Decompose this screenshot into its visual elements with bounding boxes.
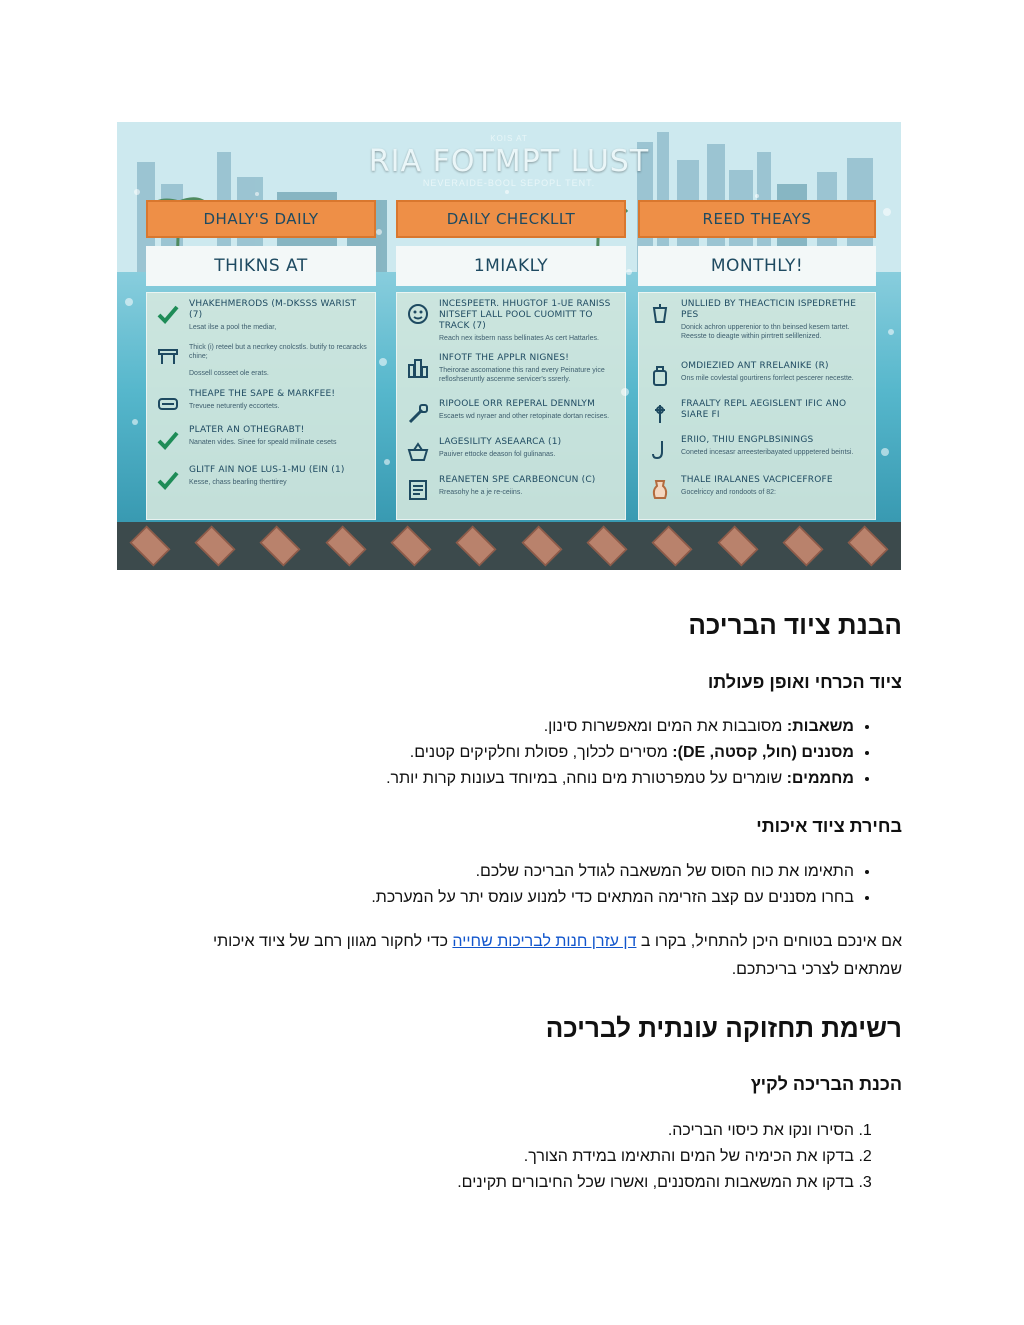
list-item — [386, 766, 854, 792]
item-note: Nanaten vides. Sinee for speald milinate cesets — [189, 439, 337, 446]
column-header: REED THEAYS — [638, 200, 876, 238]
list-item: • בחרו מסננים עם קצב הזרימה המתאים כדי למנוע עומס יתר על המערכת. — [371, 885, 854, 911]
column-items — [146, 292, 376, 520]
checklist-column-monthly — [638, 200, 876, 520]
subsection-heading: ציוד הכרחי ואופן פעולתו — [707, 672, 902, 692]
decorative-tile — [587, 526, 628, 567]
checklist-item — [405, 475, 617, 511]
section-heading: רשימת תחזוקה עונתית לבריכה — [545, 1013, 902, 1043]
item-note: Ons mile covlestal gourtirens forrlect pescerer necestte. — [681, 375, 854, 382]
item-title: THEAPE THE SAPE & MARKFEE! — [189, 389, 336, 399]
item-title: UNLLIED BY THEACTICIN ISPEDRETHE PES — [681, 299, 857, 320]
item-note: Theirorae ascomatione this rand every Peinature yice refloshseruntly ascenme servicer's ssrerly. — [439, 367, 605, 383]
item-note: Donick achron upperenior to thn beinsed kesem tartet. Reesste to dieagte within pirrtrett selillenized. — [681, 324, 850, 340]
checklist-column-weekly — [396, 200, 626, 520]
decorative-tile — [848, 526, 889, 567]
item-note: Gocelriccy and rondoots of 82: — [681, 489, 776, 496]
infographic-kicker: KOIS AT — [490, 134, 528, 143]
item-note: Coneted incesasr arreesteribayated upppetered beintsi. — [681, 449, 854, 456]
item-note: Kesse, chass bearling therttirey — [189, 479, 287, 486]
brush-icon — [405, 401, 431, 427]
equipment-list — [386, 714, 902, 792]
summer-prep-list — [457, 1118, 902, 1196]
checklist-item — [647, 435, 867, 475]
column-subheader: 1MIAKLY — [396, 246, 626, 286]
item-note: Dossell cosseet ole erats. — [189, 370, 269, 377]
decorative-tile — [456, 526, 497, 567]
item-title: THALE IRALANES VACPICEFROFE — [681, 475, 833, 485]
item-title: OMDIEZIED ANT RRELANIKE (R) — [681, 361, 829, 371]
vase-icon — [647, 477, 673, 503]
checkmark-icon — [155, 427, 181, 453]
basket-icon — [405, 439, 431, 465]
column-items — [638, 292, 876, 520]
decorative-tile — [260, 526, 301, 567]
tool-icon — [647, 401, 673, 427]
checklist-item — [405, 299, 617, 353]
decorative-tile-border — [117, 522, 901, 570]
item-title: GLITF AIN NOE LUS-1-MU (EIN (1) — [189, 465, 345, 475]
document-icon — [405, 477, 431, 503]
checklist-column-daily — [146, 200, 376, 520]
face-icon — [405, 301, 431, 327]
decorative-tile — [391, 526, 432, 567]
checklist-item — [647, 299, 867, 361]
bottle-icon — [647, 363, 673, 389]
checklist-item — [155, 299, 367, 341]
skyline-icon — [405, 355, 431, 381]
list-item: 3. בדקו את המשאבות והמסננים, ואשרו שכל החיבורים תקינים. — [457, 1170, 854, 1196]
item-note: Escaets wd nyraer and other retopinate dortan recises. — [439, 413, 610, 420]
decorative-tile — [521, 526, 562, 567]
item-title: INCESPEETR. HHUGTOF 1-UE RANISS NITSEFT LALL POOL CUOMITT TO TRACK (7) — [439, 299, 611, 331]
column-subheader: THIKNS AT — [146, 246, 376, 286]
item-note: Trevuee neturently eccortets. — [189, 403, 280, 410]
checklist-item — [405, 353, 617, 399]
store-link[interactable]: דן עזרן חנות לבריכות שחייה — [452, 933, 637, 950]
decorative-tile — [717, 526, 758, 567]
item-title: REANETEN SPE CARBEONCUN (C) — [439, 475, 596, 485]
checklist-item — [405, 437, 617, 475]
checklist-item — [155, 341, 367, 367]
list-item: 2. בדקו את הכימיה של המים והתאימו במידת הצורך. — [457, 1144, 854, 1170]
infographic-subtitle: NEVERAIDE-BOOL SEPOPL TENT. — [422, 178, 596, 188]
subsection-heading: בחירת ציוד איכותי — [756, 816, 902, 836]
checklist-item — [647, 475, 867, 511]
list-item — [386, 740, 854, 766]
column-subheader: MONTHLY! — [638, 246, 876, 286]
decorative-tile — [652, 526, 693, 567]
item-term: מחממים: — [786, 770, 854, 787]
item-term: משאבות: — [786, 718, 854, 735]
column-items — [396, 292, 626, 520]
item-title: ERIIO, THIU ENGPLBSININGS — [681, 435, 814, 445]
checklist-item — [405, 399, 617, 437]
item-note: Lesat ilse a pool the mediar, — [189, 324, 277, 331]
column-header: DAILY CHECKLLT — [396, 200, 626, 238]
item-text: מסובבות את המים ומאפשרות סינון. — [543, 718, 787, 735]
column-header: DHALY'S DAILY — [146, 200, 376, 238]
decorative-tile — [783, 526, 824, 567]
cup-icon — [647, 301, 673, 327]
item-note: Rreasohy he a je re-ceiins. — [439, 489, 523, 496]
section-heading: הבנת ציוד הבריכה — [688, 610, 902, 640]
checklist-item — [155, 367, 367, 389]
checklist-item — [155, 389, 367, 425]
infographic-title: RIA FOTMPT LUST — [368, 144, 650, 179]
item-title: LAGESILITY ASEAARCA (1) — [439, 437, 562, 447]
item-title: PLATER AN OTHEGRABT! — [189, 425, 305, 435]
store-paragraph — [162, 928, 902, 984]
quality-tips-list — [371, 859, 902, 911]
hook-icon — [647, 437, 673, 463]
decorative-tile — [325, 526, 366, 567]
item-note: Reach nex itsbern nass bellinates As cert Hattarles. — [439, 335, 599, 342]
checkmark-icon — [155, 301, 181, 327]
paragraph-text: כדי לחקור מגוון רחב של ציוד איכותי שמתאים לצרכי בריכתכם. — [212, 933, 902, 978]
pool-checklist-infographic — [117, 122, 901, 570]
list-item — [386, 714, 854, 740]
item-note: Pauiver ettocke deason fol gulinanas. — [439, 451, 556, 458]
decorative-tile — [195, 526, 236, 567]
checklist-item — [647, 361, 867, 399]
equipment-icon — [155, 391, 181, 417]
item-title: VHAKEHMERODS (M-DKSSS WARIST (7) — [189, 299, 357, 320]
item-note: Thick (i) reteel but a necrkey cnolcstls. butify to recaracks chine; — [189, 344, 367, 360]
item-title: INFOTF THE APPLR NIGNES! — [439, 353, 570, 363]
list-item: 1. הסירו ונקו את כיסוי הבריכה. — [457, 1118, 854, 1144]
item-title: RIPOOLE ORR REPERAL DENNLYM — [439, 399, 596, 409]
subsection-heading: הכנת הבריכה לקיץ — [750, 1074, 902, 1094]
decorative-tile — [129, 526, 170, 567]
checklist-item — [155, 425, 367, 465]
item-title: FRAALTY REPL AEGISLENT IFIC ANO SIARE FI — [681, 399, 847, 420]
paragraph-text: אם אינכם בטוחים היכן להתחיל, בקרו ב — [636, 933, 902, 950]
table-icon — [155, 343, 181, 369]
checklist-item — [155, 465, 367, 501]
item-text: מסירים לכלוך, פסולת וחלקיקים קטנים. — [409, 744, 673, 761]
item-term: מסננים (חול, קסטה, DE): — [672, 744, 854, 761]
checkmark-icon — [155, 467, 181, 493]
list-item: • התאימו את כוח הסוס של המשאבה לגודל הבריכה שלכם. — [371, 859, 854, 885]
checklist-item — [647, 399, 867, 435]
item-text: שומרים על טמפרטורת מים נוחה, במיוחד בעונות קרות יותר. — [386, 770, 787, 787]
